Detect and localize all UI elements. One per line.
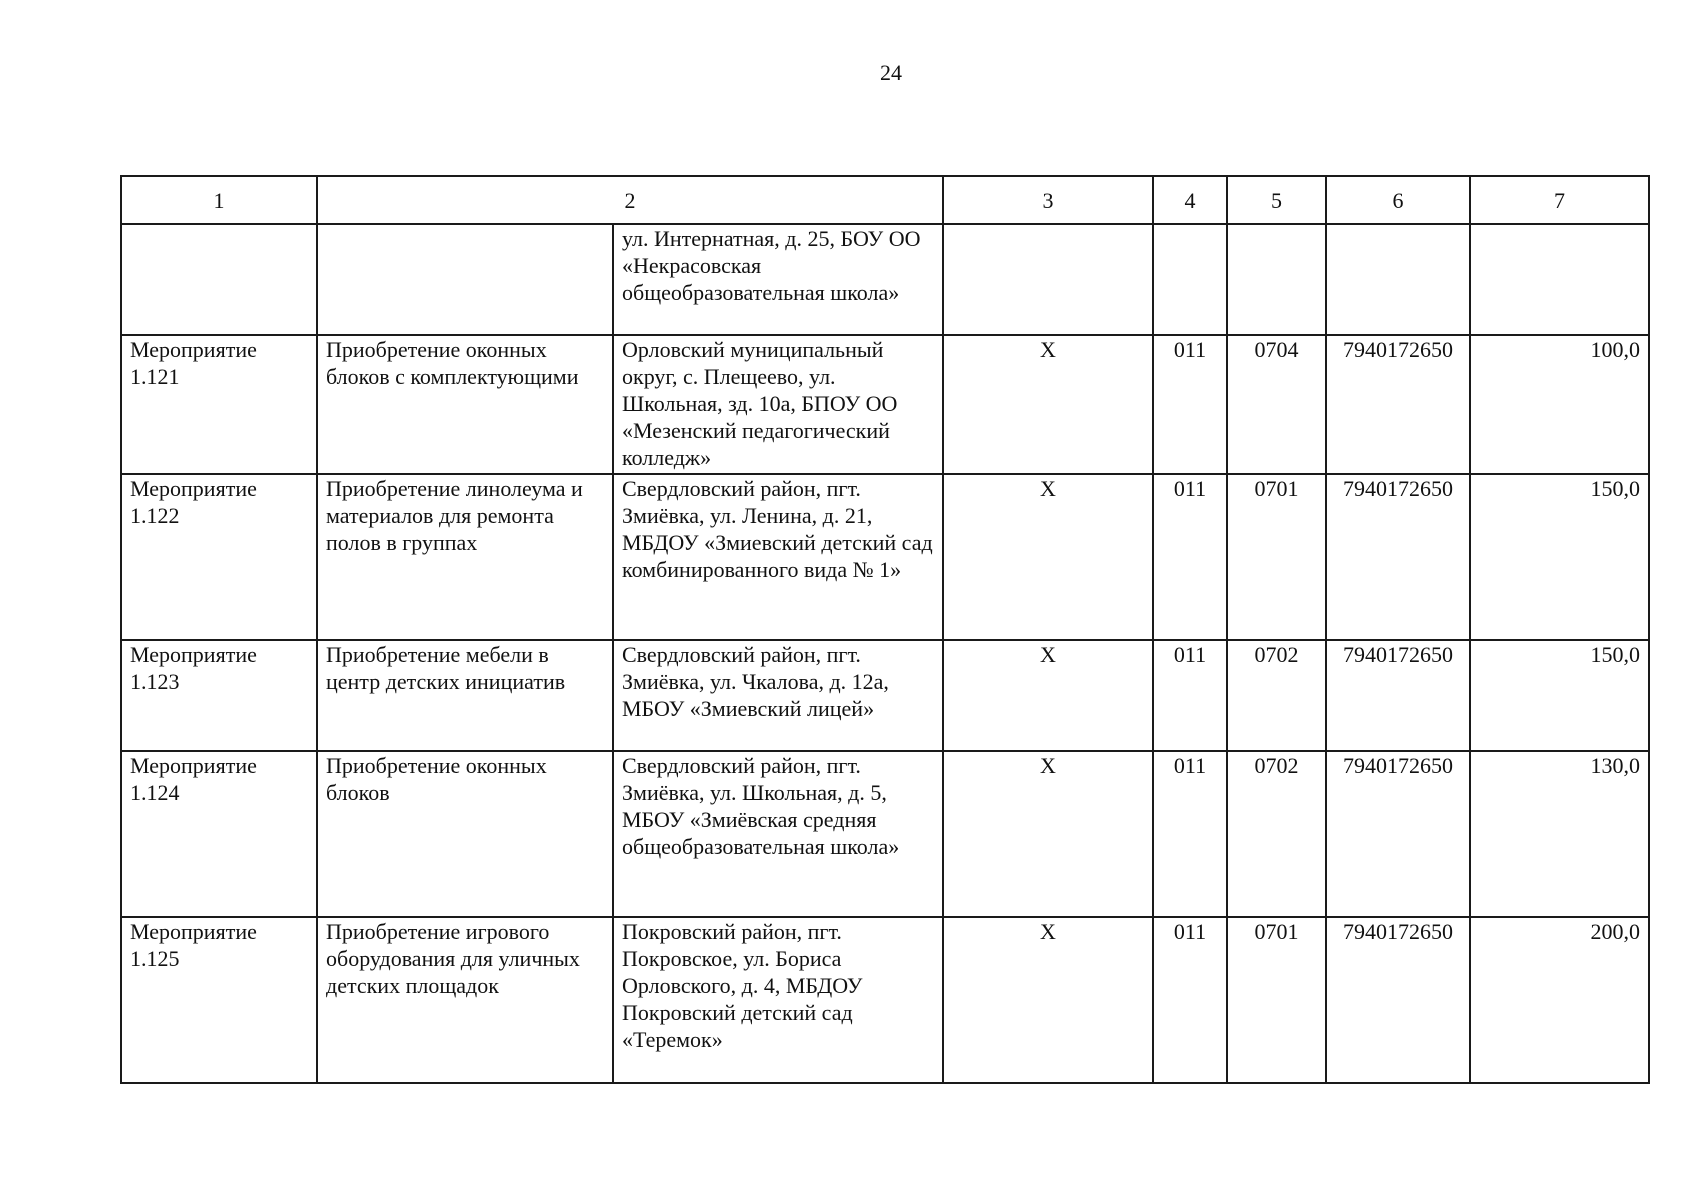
column-header-4: 4 bbox=[1153, 176, 1227, 224]
col5-cell: 0701 bbox=[1227, 917, 1326, 1083]
description-cell: Приобретение мебели в центр детских инициатив bbox=[317, 640, 613, 751]
col5-cell: 0704 bbox=[1227, 335, 1326, 474]
event-cell: Мероприятие 1.125 bbox=[121, 917, 317, 1083]
col6-cell: 7940172650 bbox=[1326, 751, 1470, 917]
event-cell: Мероприятие 1.122 bbox=[121, 474, 317, 640]
description-cell: Приобретение оконных блоков bbox=[317, 751, 613, 917]
table-row bbox=[121, 474, 1649, 640]
table-row bbox=[121, 640, 1649, 751]
col4-cell: 011 bbox=[1153, 335, 1227, 474]
col7-cell: 130,0 bbox=[1470, 751, 1649, 917]
event-cell: Мероприятие 1.121 bbox=[121, 335, 317, 474]
col4-cell: 011 bbox=[1153, 917, 1227, 1083]
col3-cell: Х bbox=[943, 474, 1153, 640]
col3-cell: Х bbox=[943, 751, 1153, 917]
col6-cell: 7940172650 bbox=[1326, 640, 1470, 751]
description-cell: Приобретение линолеума и материалов для ремонта полов в группах bbox=[317, 474, 613, 640]
col6-cell: 7940172650 bbox=[1326, 335, 1470, 474]
col3-cell bbox=[943, 224, 1153, 335]
col7-cell: 100,0 bbox=[1470, 335, 1649, 474]
column-header-5: 5 bbox=[1227, 176, 1326, 224]
table-header-row bbox=[121, 176, 1649, 224]
table-row bbox=[121, 335, 1649, 474]
address-cell: ул. Интернатная, д. 25, БОУ ОО «Некрасовская общеобразовательная школа» bbox=[613, 224, 943, 335]
table-row bbox=[121, 917, 1649, 1083]
col7-cell: 150,0 bbox=[1470, 474, 1649, 640]
col3-cell: Х bbox=[943, 917, 1153, 1083]
col3-cell: Х bbox=[943, 640, 1153, 751]
col4-cell: 011 bbox=[1153, 640, 1227, 751]
address-cell: Свердловский район, пгт. Змиёвка, ул. Ленина, д. 21, МБДОУ «Змиевский детский сад комбинированного вида № 1» bbox=[613, 474, 943, 640]
event-cell: Мероприятие 1.123 bbox=[121, 640, 317, 751]
column-header-2: 2 bbox=[317, 176, 943, 224]
col5-cell bbox=[1227, 224, 1326, 335]
table-row bbox=[121, 224, 1649, 335]
col5-cell: 0702 bbox=[1227, 640, 1326, 751]
col4-cell: 011 bbox=[1153, 751, 1227, 917]
col5-cell: 0702 bbox=[1227, 751, 1326, 917]
column-header-3: 3 bbox=[943, 176, 1153, 224]
description-cell: Приобретение оконных блоков с комплектующими bbox=[317, 335, 613, 474]
event-cell bbox=[121, 224, 317, 335]
table-row bbox=[121, 751, 1649, 917]
column-header-7: 7 bbox=[1470, 176, 1649, 224]
col6-cell: 7940172650 bbox=[1326, 474, 1470, 640]
budget-table bbox=[120, 175, 1650, 1084]
column-header-6: 6 bbox=[1326, 176, 1470, 224]
page-number: 24 bbox=[880, 60, 902, 85]
col7-cell: 200,0 bbox=[1470, 917, 1649, 1083]
event-cell: Мероприятие 1.124 bbox=[121, 751, 317, 917]
col4-cell bbox=[1153, 224, 1227, 335]
col5-cell: 0701 bbox=[1227, 474, 1326, 640]
col7-cell bbox=[1470, 224, 1649, 335]
address-cell: Покровский район, пгт. Покровское, ул. Бориса Орловского, д. 4, МБДОУ Покровский детский сад «Теремок» bbox=[613, 917, 943, 1083]
address-cell: Свердловский район, пгт. Змиёвка, ул. Школьная, д. 5, МБОУ «Змиёвская средняя общеобразовательная школа» bbox=[613, 751, 943, 917]
address-cell: Свердловский район, пгт. Змиёвка, ул. Чкалова, д. 12а, МБОУ «Змиевский лицей» bbox=[613, 640, 943, 751]
col4-cell: 011 bbox=[1153, 474, 1227, 640]
col6-cell bbox=[1326, 224, 1470, 335]
description-cell: Приобретение игрового оборудования для уличных детских площадок bbox=[317, 917, 613, 1083]
col6-cell: 7940172650 bbox=[1326, 917, 1470, 1083]
description-cell bbox=[317, 224, 613, 335]
col7-cell: 150,0 bbox=[1470, 640, 1649, 751]
address-cell: Орловский муниципальный округ, с. Плещеево, ул. Школьная, зд. 10а, БПОУ ОО «Мезенский педагогический колледж» bbox=[613, 335, 943, 474]
col3-cell: Х bbox=[943, 335, 1153, 474]
column-header-1: 1 bbox=[121, 176, 317, 224]
